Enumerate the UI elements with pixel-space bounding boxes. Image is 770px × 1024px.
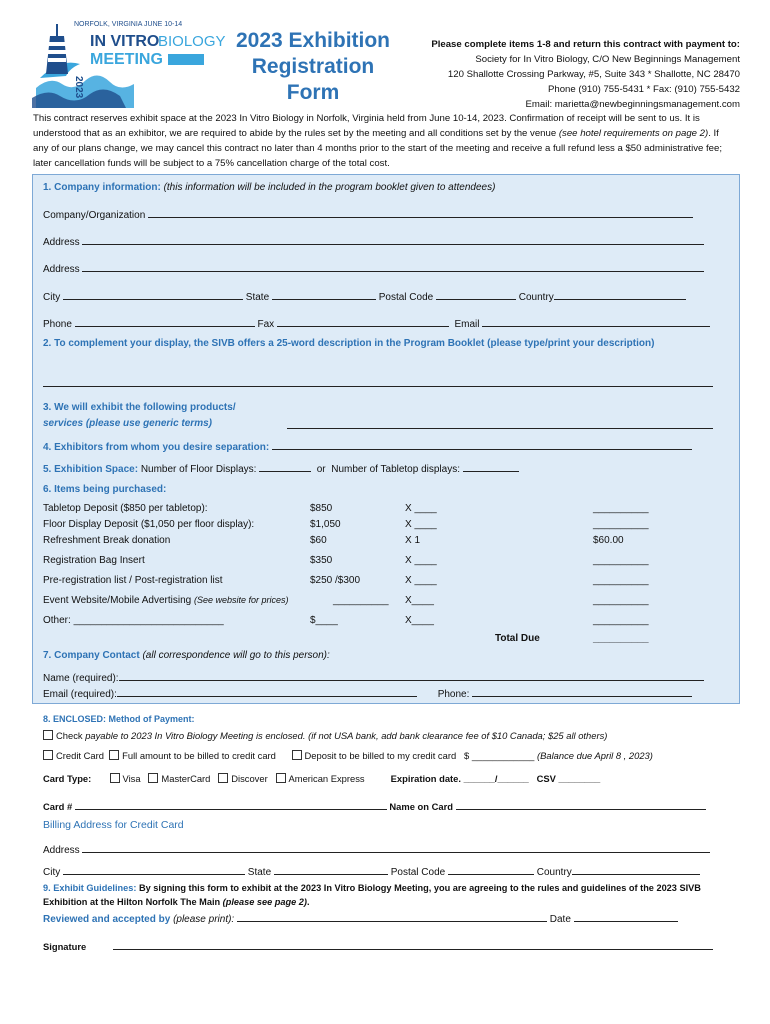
reviewed-by-note: (please print): [173, 914, 235, 925]
billing-postal-input[interactable] [448, 865, 534, 875]
reviewed-by-label: Reviewed and accepted by [43, 914, 171, 925]
deposit-label: Deposit to be billed to my credit card [304, 750, 457, 761]
reviewed-by-input[interactable] [237, 912, 547, 922]
floor-displays-input[interactable] [259, 462, 311, 472]
csv-field[interactable]: CSV ________ [536, 773, 601, 784]
company-label: Company/Organization [43, 210, 146, 221]
postal-label: Postal Code [378, 292, 434, 303]
full-amount-label: Full amount to be billed to credit card [122, 750, 276, 761]
item-price[interactable]: __________ [333, 595, 389, 606]
section-1-title: 1. Company information: [43, 182, 161, 193]
intro-cancellation-text: . If any of our plans change, we may cancel this contract no later than 4 months prior to the start of the meeting and receive a full refund less a $50 administrative fee; later cancellation funds will be subject to a 75% cancellation charge of the total cost. [33, 128, 722, 169]
visa-checkbox[interactable] [110, 773, 120, 783]
guidelines-period: . [306, 897, 310, 907]
card-number-input[interactable] [75, 800, 387, 810]
amex-checkbox[interactable] [276, 773, 286, 783]
mastercard-checkbox[interactable] [148, 773, 158, 783]
item-qty[interactable]: X ____ [405, 575, 437, 586]
item-qty[interactable]: X ____ [405, 503, 437, 514]
section-4-heading: 4. Exhibitors from whom you desire separation: [43, 442, 270, 453]
return-instructions: Please complete items 1-8 and return this contract with payment to: [431, 39, 740, 50]
section-5-row [43, 462, 519, 476]
item-price: $850 [310, 503, 333, 514]
address-input-1[interactable] [82, 235, 704, 245]
item-total[interactable]: __________ [593, 615, 649, 626]
phone-fax-email-row [43, 317, 710, 331]
item-total[interactable]: __________ [593, 519, 649, 530]
intro-text: This contract reserves exhibit space at the 2023 In Vitro Biology in Norfolk, Virginia held from June 10-14, 2023. Confirmation of receipt will be sent to us. It is understood that as an exhibitor, we are required to abide by the rules set by the meeting and all conditions set by the venue [33, 113, 700, 139]
tabletop-displays-label: Number of Tabletop displays: [331, 464, 460, 475]
name-on-card-label: Name on Card [389, 801, 453, 812]
address-line-2: 120 Shallotte Crossing Parkway, #5, Suite 343 * Shallotte, NC 28470 [447, 69, 740, 80]
item-label: Pre-registration list / Post-registration list [43, 575, 223, 586]
section-2-heading: 2. To complement your display, the SIVB offers a 25-word description in the Program Booklet (please type/print your description) [43, 338, 655, 349]
billing-city-row [43, 865, 700, 879]
billing-address-heading: Billing Address for Credit Card [43, 819, 184, 831]
item-total[interactable]: __________ [593, 555, 649, 566]
billing-city-label: City [43, 867, 61, 878]
phone-input[interactable] [75, 317, 255, 327]
contact-phone-label: Phone: [437, 689, 470, 700]
billing-address-label: Address [43, 845, 80, 856]
item-qty[interactable]: X____ [405, 595, 434, 606]
fax-label: Fax [257, 319, 275, 330]
credit-card-checkbox[interactable] [43, 750, 53, 760]
card-type-label: Card Type: [43, 773, 92, 784]
svg-text:BIOLOGY: BIOLOGY [158, 33, 226, 50]
card-type-row [43, 772, 600, 785]
amex-label: American Express [288, 773, 365, 784]
item-total[interactable]: __________ [593, 575, 649, 586]
deposit-checkbox[interactable] [292, 750, 302, 760]
guidelines-text: By signing this form to exhibit at the 2023 In Vitro Biology Meeting, you are agreeing to the rules and guidelines of the 2023 SIVB Exhibition at the Hilton Norfolk The Main [43, 883, 701, 907]
item-price: $60 [310, 535, 327, 546]
item-label-text: Event Website/Mobile Advertising [43, 595, 192, 606]
discover-label: Discover [231, 773, 268, 784]
email-label: Email [454, 319, 480, 330]
contact-name-field[interactable] [43, 671, 704, 685]
contact-name-input[interactable] [119, 671, 704, 681]
billing-city-input[interactable] [63, 865, 245, 875]
floor-displays-label: Number of Floor Displays: [140, 464, 257, 475]
mastercard-label: MasterCard [161, 773, 211, 784]
svg-text:IN VITRO: IN VITRO [90, 33, 160, 50]
country-label: Country [518, 292, 554, 303]
signature-label: Signature [43, 941, 87, 952]
billing-state-input[interactable] [274, 865, 388, 875]
conference-logo [30, 18, 226, 110]
section-4-row [43, 440, 692, 454]
section-1-heading [43, 181, 495, 194]
full-amount-checkbox[interactable] [109, 750, 119, 760]
billing-country-label: Country [536, 867, 572, 878]
contact-phone-input[interactable] [472, 687, 692, 697]
item-label: Registration Bag Insert [43, 555, 145, 566]
city-input[interactable] [63, 290, 243, 300]
svg-text:2023: 2023 [73, 76, 84, 99]
item-qty[interactable]: X ____ [405, 519, 437, 530]
item-price: $250 /$300 [310, 575, 361, 586]
item-price: $1,050 [310, 519, 341, 530]
contact-email-label: Email (required): [43, 689, 117, 700]
total-due-value[interactable]: __________ [593, 633, 649, 644]
item-total: $60.00 [593, 535, 624, 546]
visa-label: Visa [122, 773, 141, 784]
balance-due-note: (Balance due April 8 , 2023) [537, 750, 653, 761]
contact-name-label: Name (required): [43, 673, 119, 684]
products-input[interactable] [287, 419, 713, 429]
city-label: City [43, 292, 61, 303]
email-line: Email: marietta@newbeginningsmanagement.com [525, 99, 740, 110]
signature-row [43, 940, 713, 953]
card-number-row [43, 800, 706, 813]
check-note: payable to 2023 In Vitro Biology Meeting is enclosed. (if not USA bank, add bank clearance fee of $10 Canada; $25 all others) [85, 730, 608, 741]
section-9-heading: 9. Exhibit Guidelines: [43, 883, 137, 893]
contact-email-phone-row [43, 687, 692, 701]
deposit-amount-input[interactable]: $ ____________ [464, 750, 535, 761]
section-1-note: (this information will be included in the program booklet given to attendees) [163, 182, 496, 193]
discover-checkbox[interactable] [218, 773, 228, 783]
item-qty: X 1 [405, 535, 421, 546]
title-line-1: 2023 Exhibition [235, 29, 391, 52]
form-title [228, 28, 398, 106]
item-total[interactable]: __________ [593, 595, 649, 606]
svg-text:NORFOLK, VIRGINIA JUNE 10-14: NORFOLK, VIRGINIA JUNE 10-14 [74, 21, 183, 28]
city-state-row [43, 290, 686, 304]
contract-intro [33, 111, 733, 171]
section-3-heading-line-2: services (please use generic terms) [43, 418, 212, 429]
total-due-label: Total Due [495, 633, 540, 644]
section-7-note: (all correspondence will go to this person): [142, 650, 330, 661]
state-label: State [245, 292, 270, 303]
or-label: or [316, 464, 326, 475]
credit-card-options [43, 749, 653, 762]
item-label: Refreshment Break donation [43, 535, 171, 546]
company-field[interactable] [43, 208, 693, 222]
fax-input[interactable] [277, 317, 449, 327]
credit-card-label: Credit Card [56, 750, 104, 761]
date-label: Date [549, 914, 571, 925]
return-address-block [410, 37, 740, 112]
address-field-1[interactable] [43, 235, 704, 249]
state-input[interactable] [272, 290, 376, 300]
section-9-guidelines [43, 881, 733, 909]
item-price: $350 [310, 555, 333, 566]
guidelines-page-ref: (please see page 2) [222, 897, 307, 907]
address-label: Address [43, 237, 80, 248]
item-total[interactable]: __________ [593, 503, 649, 514]
item-price[interactable]: $____ [310, 615, 338, 626]
title-line-3: Form [286, 81, 340, 104]
hotel-requirements-note: (see hotel requirements on page 2) [558, 128, 709, 139]
section-5-heading: 5. Exhibition Space: [43, 464, 139, 475]
billing-address-field[interactable] [43, 843, 710, 857]
billing-state-label: State [247, 867, 272, 878]
phone-fax-line: Phone (910) 755-5431 * Fax: (910) 755-5432 [547, 84, 740, 95]
address-input-2[interactable] [82, 262, 704, 272]
billing-address-input[interactable] [82, 843, 710, 853]
email-input[interactable] [482, 317, 710, 327]
contact-email-input[interactable] [117, 687, 417, 697]
svg-text:MEETING: MEETING [90, 51, 163, 68]
item-label-note: (See website for prices) [194, 595, 289, 605]
phone-label: Phone [43, 319, 72, 330]
section-6-heading: 6. Items being purchased: [43, 484, 167, 495]
card-number-label: Card # [43, 801, 73, 812]
section-3-heading-line-1: 3. We will exhibit the following products/ [43, 402, 236, 413]
item-qty[interactable]: X ____ [405, 555, 437, 566]
billing-country-input[interactable] [572, 865, 700, 875]
country-input[interactable] [554, 290, 686, 300]
item-label [43, 594, 289, 607]
item-label: Floor Display Deposit ($1,050 per floor display): [43, 519, 255, 530]
address-line-1: Society for In Vitro Biology, C/O New Beginnings Management [475, 54, 740, 65]
separation-input[interactable] [272, 440, 692, 450]
check-label: Check [56, 730, 83, 741]
reviewed-row [43, 912, 678, 926]
description-input[interactable] [43, 377, 713, 387]
section-7-title: 7. Company Contact [43, 650, 140, 661]
expiration-date-field[interactable]: Expiration date. ______/______ [390, 773, 529, 784]
title-line-2: Registration [251, 55, 375, 78]
date-input[interactable] [574, 912, 678, 922]
item-qty[interactable]: X____ [405, 615, 434, 626]
name-on-card-input[interactable] [456, 800, 706, 810]
item-label[interactable]: Other: ___________________________ [43, 615, 224, 626]
address-field-2[interactable] [43, 262, 704, 276]
section-8-heading: 8. ENCLOSED: Method of Payment: [43, 714, 195, 724]
check-checkbox[interactable] [43, 730, 53, 740]
signature-input[interactable] [113, 940, 713, 950]
postal-input[interactable] [436, 290, 516, 300]
tabletop-displays-input[interactable] [463, 462, 519, 472]
section-7-heading [43, 649, 330, 662]
billing-postal-label: Postal Code [390, 867, 446, 878]
check-option[interactable] [43, 729, 607, 742]
address-label-2: Address [43, 264, 80, 275]
item-label: Tabletop Deposit ($850 per tabletop): [43, 503, 208, 514]
company-input[interactable] [148, 208, 693, 218]
